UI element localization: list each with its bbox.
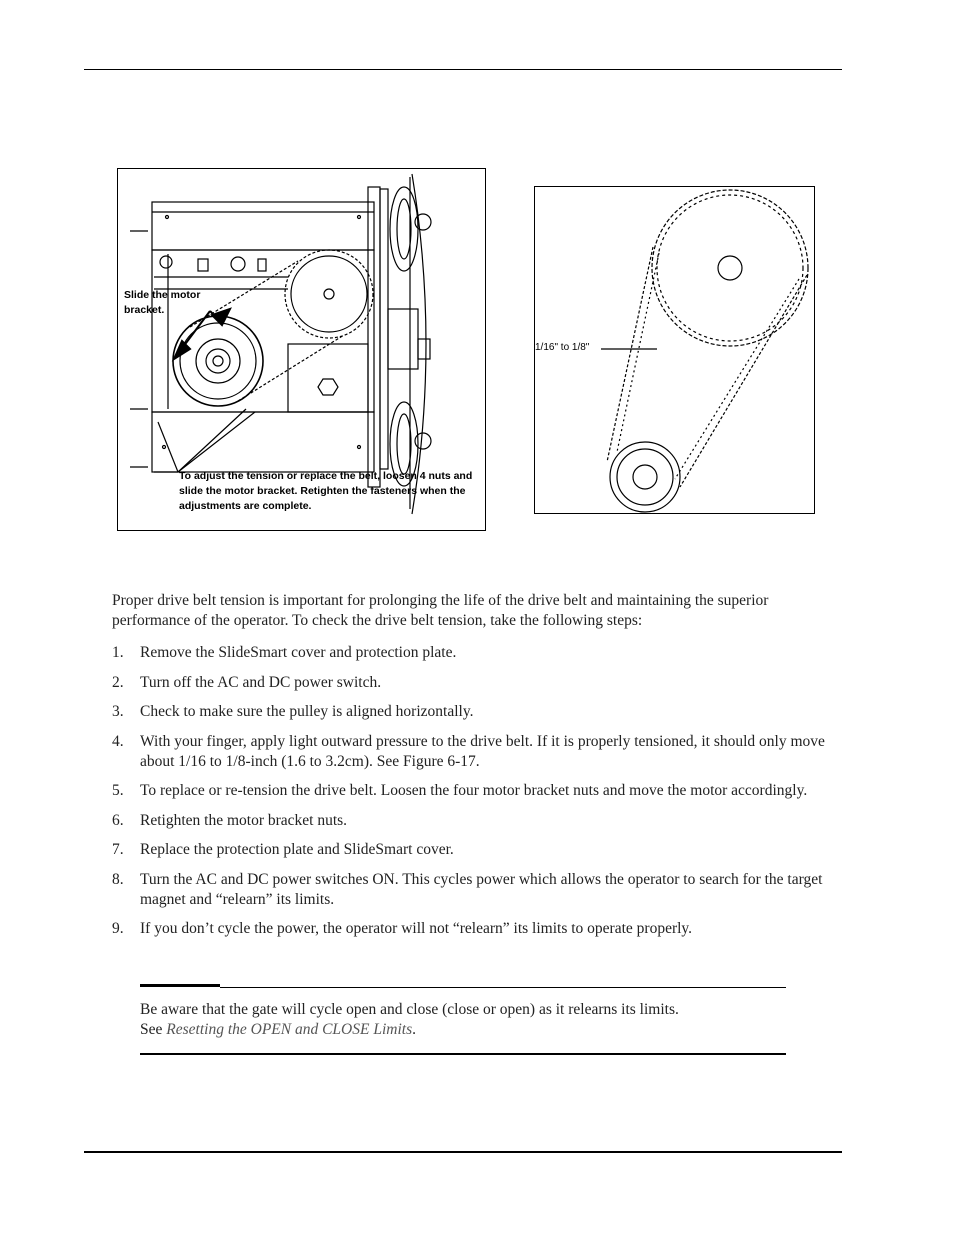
step-number: 8.	[112, 870, 124, 888]
deflection-dimension-label: 1/16" to 1/8"	[535, 342, 590, 353]
step-item	[112, 870, 837, 910]
note-top-rule	[220, 987, 786, 988]
note-suffix: .	[412, 1021, 416, 1038]
step-number: 3.	[112, 703, 124, 720]
footer-rule	[84, 1151, 842, 1153]
step-number: 1.	[112, 644, 124, 661]
belt-tension-figure	[534, 186, 815, 514]
note-see-line	[140, 1020, 785, 1040]
note-bottom-rule	[140, 1053, 786, 1055]
step-item	[112, 919, 837, 939]
resetting-limits-link[interactable]: Resetting the OPEN and CLOSE Limits	[166, 1021, 413, 1038]
step-text: Remove the SlideSmart cover and protection plate.	[140, 644, 457, 661]
step-text: Retighten the motor bracket nuts.	[140, 811, 348, 829]
step-text: Check to make sure the pulley is aligned horizontally.	[140, 703, 474, 720]
step-item	[112, 643, 837, 663]
step-number: 4.	[112, 732, 124, 750]
step-text: If you don’t cycle the power, the operator will not “relearn” its limits to operate properly.	[140, 920, 693, 937]
motor-bracket-figure	[117, 168, 486, 531]
step-text: Turn off the AC and DC power switch.	[140, 673, 382, 691]
note-text: Be aware that the gate will cycle open and close (close or open) as it relearns its limits.	[140, 1001, 679, 1018]
step-text: Turn the AC and DC power switches ON. This cycles power which allows the operator to search for the target magnet and “relearn” its limits.	[140, 870, 823, 908]
step-item	[112, 732, 837, 772]
note-icon-bar	[140, 984, 220, 987]
slide-bracket-callout: Slide the motor bracket.	[124, 289, 201, 316]
step-number: 6.	[112, 811, 124, 829]
step-item	[112, 673, 837, 693]
step-text: Replace the protection plate and SlideSmart cover.	[140, 841, 454, 858]
step-item	[112, 811, 837, 831]
note-box	[140, 1000, 785, 1040]
adjust-tension-callout: To adjust the tension or replace the belt, loosen 4 nuts and slide the motor bracket. Retighten the fasteners when the adjustments are complete.	[179, 470, 473, 512]
step-number: 9.	[112, 920, 124, 937]
procedure-steps	[112, 643, 837, 949]
step-item	[112, 781, 837, 801]
header-rule	[84, 69, 842, 70]
step-item	[112, 702, 837, 722]
step-item	[112, 840, 837, 860]
step-number: 2.	[112, 673, 124, 691]
step-text: To replace or re-tension the drive belt. Loosen the four motor bracket nuts and move the motor accordingly.	[140, 782, 808, 799]
step-number: 5.	[112, 782, 124, 799]
intro-paragraph: Proper drive belt tension is important for prolonging the life of the drive belt and maintaining the superior performance of the operator. To check the drive belt tension, take the following steps:	[112, 592, 769, 629]
step-text: With your finger, apply light outward pressure to the drive belt. If it is properly tensioned, it should only move about 1/16 to 1/8-inch (1.6 to 3.2cm). See Figure 6-17.	[140, 732, 825, 770]
step-number: 7.	[112, 841, 124, 858]
note-see-prefix: See	[140, 1021, 167, 1038]
